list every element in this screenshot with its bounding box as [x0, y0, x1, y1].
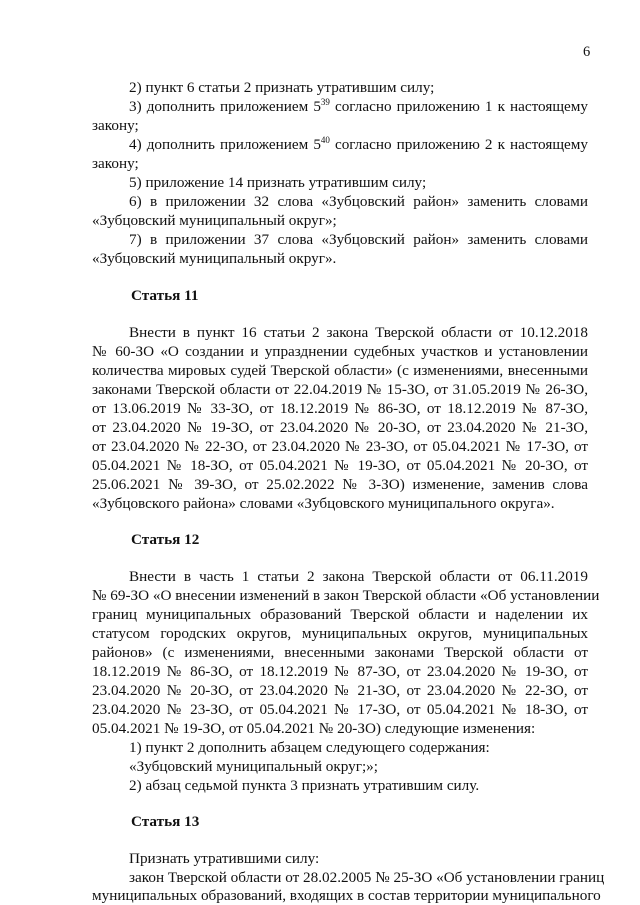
list-item: [129, 97, 588, 116]
article-11-line: № 60-ЗО «О создании и упразднении судебных участков и установлении: [92, 343, 588, 360]
article-12-line: границ муниципальных образований Тверской области и наделении их: [92, 606, 588, 623]
article-11-line: 05.04.2021 № 18-ЗО, от 05.04.2021 № 19-ЗО, от 05.04.2021 № 20-ЗО, от: [92, 457, 588, 474]
article-12-item: 2) абзац седьмой пункта 3 признать утратившим силу.: [129, 777, 480, 794]
article-12-line: статусом городских округов, муниципальных округов, муниципальных: [92, 625, 588, 642]
list-item-continuation: закону;: [92, 117, 139, 134]
list-item: 5) приложение 14 признать утратившим силу;: [129, 174, 427, 191]
article-12-item: 1) пункт 2 дополнить абзацем следующего содержания:: [129, 739, 490, 756]
article-11-line: от 13.06.2019 № 33-ЗО, от 18.12.2019 № 86-ЗО, от 18.12.2019 № 87-ЗО,: [92, 400, 588, 417]
article-12-line: 23.04.2020 № 20-ЗО, от 23.04.2020 № 21-ЗО, от 23.04.2020 № 22-ЗО, от: [92, 682, 588, 699]
list-item-text: согласно приложению 1 к настоящему: [329, 98, 588, 115]
list-item: [129, 135, 588, 154]
list-item-continuation: закону;: [92, 155, 139, 172]
article-13-heading: Статья 13: [131, 813, 200, 830]
article-12-line: 18.12.2019 № 86-ЗО, от 18.12.2019 № 87-ЗО, от 23.04.2020 № 19-ЗО, от: [92, 663, 588, 680]
list-item-continuation: «Зубцовский муниципальный округ».: [92, 250, 337, 267]
article-11-line: «Зубцовского района» словами «Зубцовского муниципального округа».: [92, 495, 555, 512]
article-13-line: закон Тверской области от 28.02.2005 № 25-ЗО «Об установлении границ: [129, 869, 605, 886]
list-item: 7) в приложении 37 слова «Зубцовский район» заменить словами: [129, 231, 588, 248]
article-11-heading: Статья 11: [131, 287, 199, 304]
article-13-line: муниципальных образований, входящих в состав территории муниципального: [92, 887, 601, 904]
article-12-line: Внести в часть 1 статьи 2 закона Тверской области от 06.11.2019: [129, 568, 588, 585]
superscript: 40: [320, 135, 330, 145]
article-13-line: Признать утратившими силу:: [129, 850, 320, 867]
list-item: 6) в приложении 32 слова «Зубцовский район» заменить словами: [129, 193, 588, 210]
article-11-line: Внести в пункт 16 статьи 2 закона Тверской области от 10.12.2018: [129, 324, 588, 341]
article-12-line: 05.04.2021 № 19-ЗО, от 05.04.2021 № 20-ЗО) следующие изменения:: [92, 720, 536, 737]
article-12-line: 23.04.2020 № 23-ЗО, от 05.04.2021 № 17-ЗО, от 05.04.2021 № 18-ЗО, от: [92, 701, 588, 718]
page-number: 6: [583, 44, 591, 60]
article-12-item: «Зубцовский муниципальный округ;»;: [129, 758, 378, 775]
list-item-text: 3) дополнить приложением 5: [129, 98, 321, 115]
list-item-text: 4) дополнить приложением 5: [129, 136, 321, 153]
article-11-line: количества мировых судей Тверской области» (с изменениями, внесенными: [92, 362, 588, 379]
article-12-heading: Статья 12: [131, 531, 200, 548]
list-item-continuation: «Зубцовский муниципальный округ»;: [92, 212, 337, 229]
superscript: 39: [320, 97, 330, 107]
article-11-line: от 23.04.2020 № 22-ЗО, от 23.04.2020 № 23-ЗО, от 05.04.2021 № 17-ЗО, от: [92, 438, 588, 455]
article-12-line: районов» (с изменениями, внесенными законами Тверской области от: [92, 644, 588, 661]
article-11-line: законами Тверской области от 22.04.2019 № 15-ЗО, от 31.05.2019 № 26-ЗО,: [92, 381, 588, 398]
article-12-line: № 69-ЗО «О внесении изменений в закон Тверской области «Об установлении: [92, 587, 600, 604]
article-11-line: 25.06.2021 № 39-ЗО, от 25.02.2022 № 3-ЗО) изменение, заменив слова: [92, 476, 588, 493]
article-11-line: от 23.04.2020 № 19-ЗО, от 23.04.2020 № 20-ЗО, от 23.04.2020 № 21-ЗО,: [92, 419, 588, 436]
list-item: 2) пункт 6 статьи 2 признать утратившим силу;: [129, 79, 435, 96]
list-item-text: согласно приложению 2 к настоящему: [329, 136, 588, 153]
